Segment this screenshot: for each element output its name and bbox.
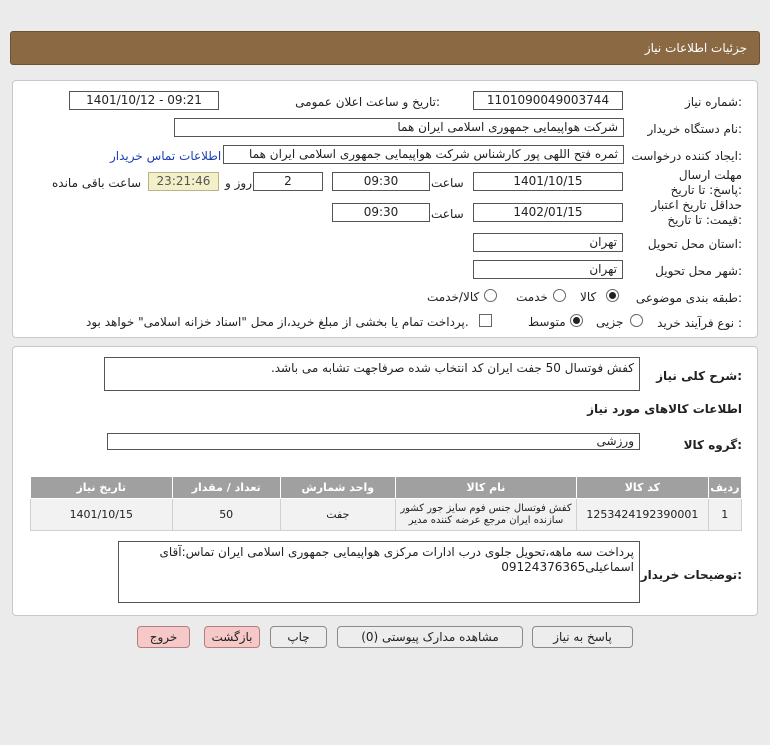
category-radio-goods[interactable]	[606, 289, 619, 302]
cell-date: 1401/10/15	[31, 499, 173, 531]
process-radio-minor[interactable]	[630, 314, 643, 327]
reply-time-field: 09:30	[332, 172, 430, 191]
category-radio-goods-service[interactable]	[484, 289, 497, 302]
reply-deadline-label: مهلت ارسال پاسخ: تا تاریخ:	[670, 168, 742, 197]
creator-field: ثمره فتح اللهی پور کارشناس شرکت هواپیمایی جمهوری اسلامی ایران هما	[223, 145, 624, 164]
days-label: روز و	[225, 176, 252, 190]
goods-group-field: ورزشی	[107, 433, 640, 450]
cell-code: 1253424192390001	[577, 499, 709, 531]
category-radio-service[interactable]	[553, 289, 566, 302]
reply-date-field: 1401/10/15	[473, 172, 623, 191]
col-row-header: ردیف	[708, 477, 741, 499]
process-label: نوع فرآیند خرید :	[657, 316, 742, 330]
table-row	[31, 499, 742, 531]
page-title: جزئیات اطلاعات نیاز	[644, 41, 747, 55]
validity-time-label: ساعت	[431, 207, 464, 221]
cell-unit: جفت	[280, 499, 395, 531]
validity-date-field: 1402/01/15	[473, 203, 623, 222]
validity-label: حداقل تاریخ اعتبار قیمت: تا تاریخ:	[651, 198, 742, 227]
goods-table-header	[31, 477, 742, 499]
creator-label: ایجاد کننده درخواست:	[631, 149, 742, 163]
goods-group-label: گروه کالا:	[683, 438, 742, 452]
reply-time-label: ساعت	[431, 176, 464, 190]
goods-table	[30, 476, 742, 531]
print-button[interactable]: چاپ	[270, 626, 327, 648]
buyer-notes-field: پرداخت سه ماهه،تحویل جلوی درب ادارات مرکزی هواپیمایی جمهوری اسلامی ایران تماس:آقای اسماعیلی09124376365	[118, 541, 640, 603]
need-number-label: شماره نیاز:	[684, 95, 742, 109]
process-radio-medium[interactable]	[570, 314, 583, 327]
days-field: 2	[253, 172, 323, 191]
reply-button[interactable]: پاسخ به نیاز	[532, 626, 633, 648]
page-header	[10, 31, 760, 65]
col-qty-header: تعداد / مقدار	[172, 477, 280, 499]
buyer-contact-link[interactable]: اطلاعات تماس خریدار	[110, 149, 222, 163]
process-option-medium: متوسط	[528, 315, 566, 329]
payment-note: پرداخت تمام یا بخشی از مبلغ خرید،از محل "اسناد خزانه اسلامی" خواهد بود.	[86, 315, 469, 329]
announce-label: تاریخ و ساعت اعلان عمومی:	[295, 95, 440, 109]
category-option-goods: کالا	[580, 290, 597, 304]
category-label: طبقه بندی موضوعی:	[635, 291, 742, 305]
announce-field: 1401/10/12 - 09:21	[69, 91, 219, 110]
buyer-org-label: نام دستگاه خریدار:	[647, 122, 742, 136]
category-option-service: خدمت	[516, 290, 548, 304]
back-button[interactable]: بازگشت	[204, 626, 260, 648]
validity-time-field: 09:30	[332, 203, 430, 222]
buyer-notes-label: توضیحات خریدار:	[640, 568, 742, 582]
category-option-goods-service: کالا/خدمت	[427, 290, 480, 304]
process-option-minor: جزیی	[596, 315, 624, 329]
col-unit-header: واحد شمارش	[280, 477, 395, 499]
cell-qty: 50	[172, 499, 280, 531]
province-field: تهران	[473, 233, 623, 252]
cell-row: 1	[708, 499, 741, 531]
description-field: کفش فوتسال 50 جفت ایران کد انتخاب شده صرفاجهت تشابه می باشد.	[104, 357, 640, 391]
col-date-header: تاریخ نیاز	[31, 477, 173, 499]
col-name-header: نام کالا	[395, 477, 576, 499]
remaining-time-label: ساعت باقی مانده	[52, 176, 142, 190]
treasury-checkbox[interactable]	[479, 314, 492, 327]
cell-name: کفش فوتسال جنس فوم سایز جور کشور سازنده ایران مرجع عرضه کننده مدیر	[395, 499, 576, 531]
attachments-button[interactable]: مشاهده مدارک پیوستی (0)	[337, 626, 523, 648]
province-label: استان محل تحویل:	[647, 237, 742, 251]
description-label: شرح کلی نیاز:	[656, 369, 742, 383]
buyer-org-field: شرکت هواپیمایی جمهوری اسلامی ایران هما	[174, 118, 624, 137]
exit-button[interactable]: خروج	[137, 626, 190, 648]
remaining-time-field: 23:21:46	[148, 172, 219, 191]
goods-info-title: اطلاعات کالاهای مورد نیاز	[587, 402, 742, 416]
city-field: تهران	[473, 260, 623, 279]
city-label: شهر محل تحویل:	[655, 264, 742, 278]
col-code-header: کد کالا	[577, 477, 709, 499]
need-number-field: 1101090049003744	[473, 91, 623, 110]
